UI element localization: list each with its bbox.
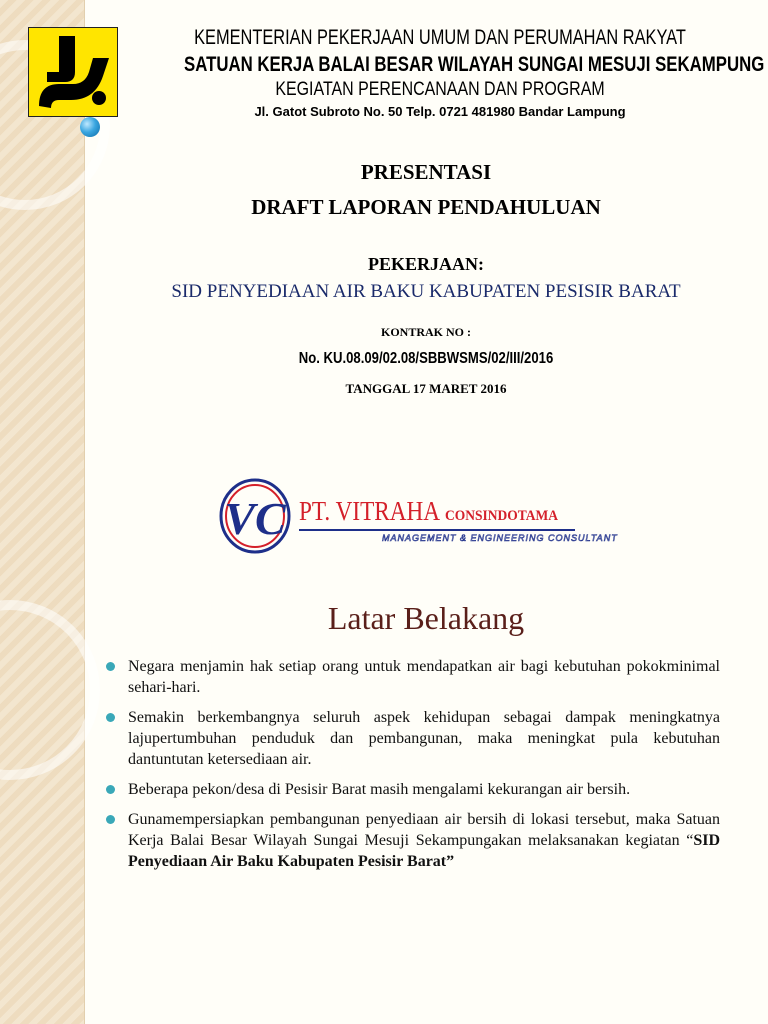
background-bullet-list [106,656,720,881]
company-suffix: CONSINDOTAMA [445,508,559,524]
bullet-icon [106,785,115,794]
company-underline [299,529,575,531]
contract-number: No. KU.08.09/02.08/SBBWSMS/02/III/2016 [298,350,554,367]
vc-monogram-text: VC [224,493,286,544]
bullet-icon [106,815,115,824]
bullet-closing-quote: ” [446,853,455,870]
bullet-text: Semakin berkembangnya seluruh aspek kehidupan sebagai dampak meningkatnya lajupertumbuhan penduduk dan pembangunan, maka meningkat pula kebutuhan dantuntutan ketersediaan air. [128,709,720,768]
company-name: PT. VITRAHA [299,496,441,526]
job-label: PEKERJAAN: [368,254,484,274]
bullet-emphasis: SID Penyediaan Air Baku Kabupaten Pesisir Barat [128,832,720,870]
contract-label: KONTRAK NO : [381,325,471,339]
list-item [106,809,720,872]
bullet-text: Gunamempersiapkan pembangunan penyediaan air bersih di lokasi tersebut, maka Satuan Kerja Balai Besar Wilayah Sungai Mesuji Sekampungakan melaksanakan kegiatan “ [128,811,720,849]
decorative-blue-dot [80,117,100,137]
bullet-icon [106,713,115,722]
bullet-text: Beberapa pekon/desa di Pesisir Barat masih mengalami kekurangan air bersih. [128,781,631,798]
pu-ministry-logo [28,27,118,117]
header-ministry: KEMENTERIAN PEKERJAAN UMUM DAN PERUMAHAN RAKYAT [194,26,686,49]
pu-logo-icon [29,28,117,116]
header-activity: KEGIATAN PERENCANAAN DAN PROGRAM [275,79,605,100]
bullet-text: Negara menjamin hak setiap orang untuk mendapatkan air bagi kebutuhan pokokminimal sehari-hari. [128,658,720,696]
list-item [106,656,720,698]
company-tagline: MANAGEMENT & ENGINEERING CONSULTANT [382,533,618,543]
contract-date: TANGGAL 17 MARET 2016 [345,381,507,396]
section-title: Latar Belakang [327,600,525,636]
vc-monogram-icon [217,476,297,556]
list-item [106,707,720,770]
bullet-icon [106,662,115,671]
header-work-unit: SATUAN KERJA BALAI BESAR WILAYAH SUNGAI MESUJI SEKAMPUNG [184,53,765,76]
header-address: Jl. Gatot Subroto No. 50 Telp. 0721 481980 Bandar Lampung [254,104,626,119]
title-draft-report: DRAFT LAPORAN PENDAHULUAN [251,195,601,219]
list-item [106,779,720,800]
company-logo [217,476,618,556]
job-name: SID PENYEDIAAN AIR BAKU KABUPATEN PESISIR BARAT [171,281,681,302]
title-presentasi: PRESENTASI [360,160,492,184]
